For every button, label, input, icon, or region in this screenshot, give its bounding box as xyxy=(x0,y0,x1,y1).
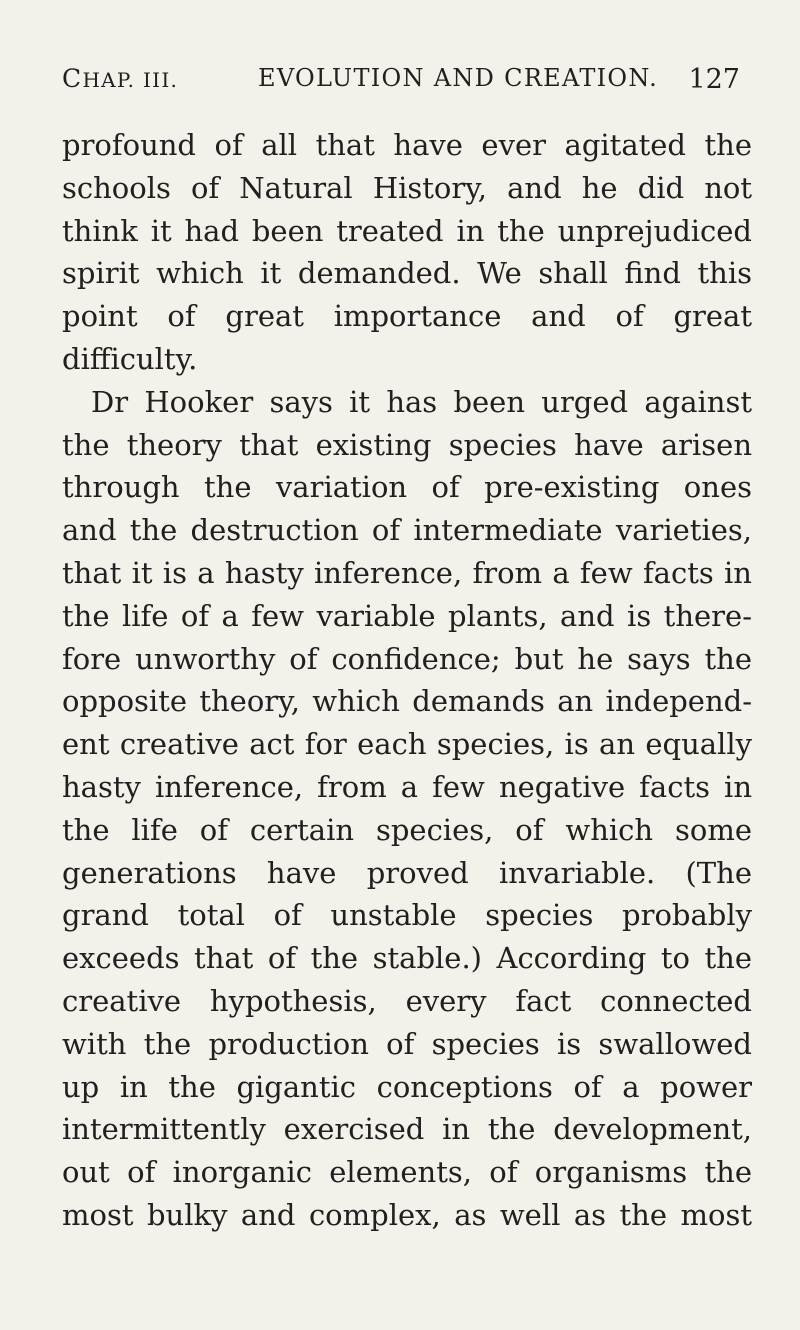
text-line: hasty inference, from a few negative facts in xyxy=(62,769,752,804)
text-line: fore unworthy of confidence; but he says the xyxy=(62,641,752,676)
text-line: that it is a hasty inference, from a few facts in xyxy=(62,555,752,590)
text-line: schools of Natural History, and he did not xyxy=(62,170,752,205)
text-line: the theory that existing species have arisen xyxy=(62,427,752,462)
text-line: point of great importance and of great xyxy=(62,299,752,334)
running-title: EVOLUTION AND CREATION. xyxy=(258,64,659,92)
text-line: most bulky and complex, as well as the most xyxy=(62,1197,752,1232)
text-line: intermittently exercised in the development, xyxy=(62,1112,752,1147)
text-line: the life of certain species, of which some xyxy=(62,812,752,847)
text-line: and the destruction of intermediate varieties, xyxy=(62,513,752,548)
text-line: spirit which it demanded. We shall find this xyxy=(62,256,752,291)
text-line: through the variation of pre-existing ones xyxy=(62,470,752,505)
text-line: Dr Hooker says it has been urged against xyxy=(91,384,752,419)
running-header xyxy=(62,64,740,98)
body-text xyxy=(62,124,752,1237)
text-line: the life of a few variable plants, and is there- xyxy=(62,598,752,633)
text-line: up in the gigantic conceptions of a power xyxy=(62,1069,752,1104)
text-line: generations have proved invariable. (The xyxy=(62,855,752,890)
chapter-label xyxy=(62,64,178,93)
text-line: ent creative act for each species, is an equally xyxy=(62,727,752,762)
text-line: difficulty. xyxy=(62,341,198,376)
text-line: exceeds that of the stable.) According to the xyxy=(62,941,752,976)
text-line: grand total of unstable species probably xyxy=(62,898,752,933)
text-line: out of inorganic elements, of organisms the xyxy=(62,1155,752,1190)
text-line: opposite theory, which demands an independ- xyxy=(62,684,752,719)
text-line: profound of all that have ever agitated the xyxy=(62,128,752,162)
chapter-rest: HAP. III. xyxy=(82,68,179,92)
chapter-initial: C xyxy=(62,64,83,93)
page-number: 127 xyxy=(688,64,740,95)
text-line: creative hypothesis, every fact connected xyxy=(62,983,752,1018)
text-line: with the production of species is swallowed xyxy=(62,1026,752,1061)
text-line: think it had been treated in the unprejudiced xyxy=(62,213,752,248)
